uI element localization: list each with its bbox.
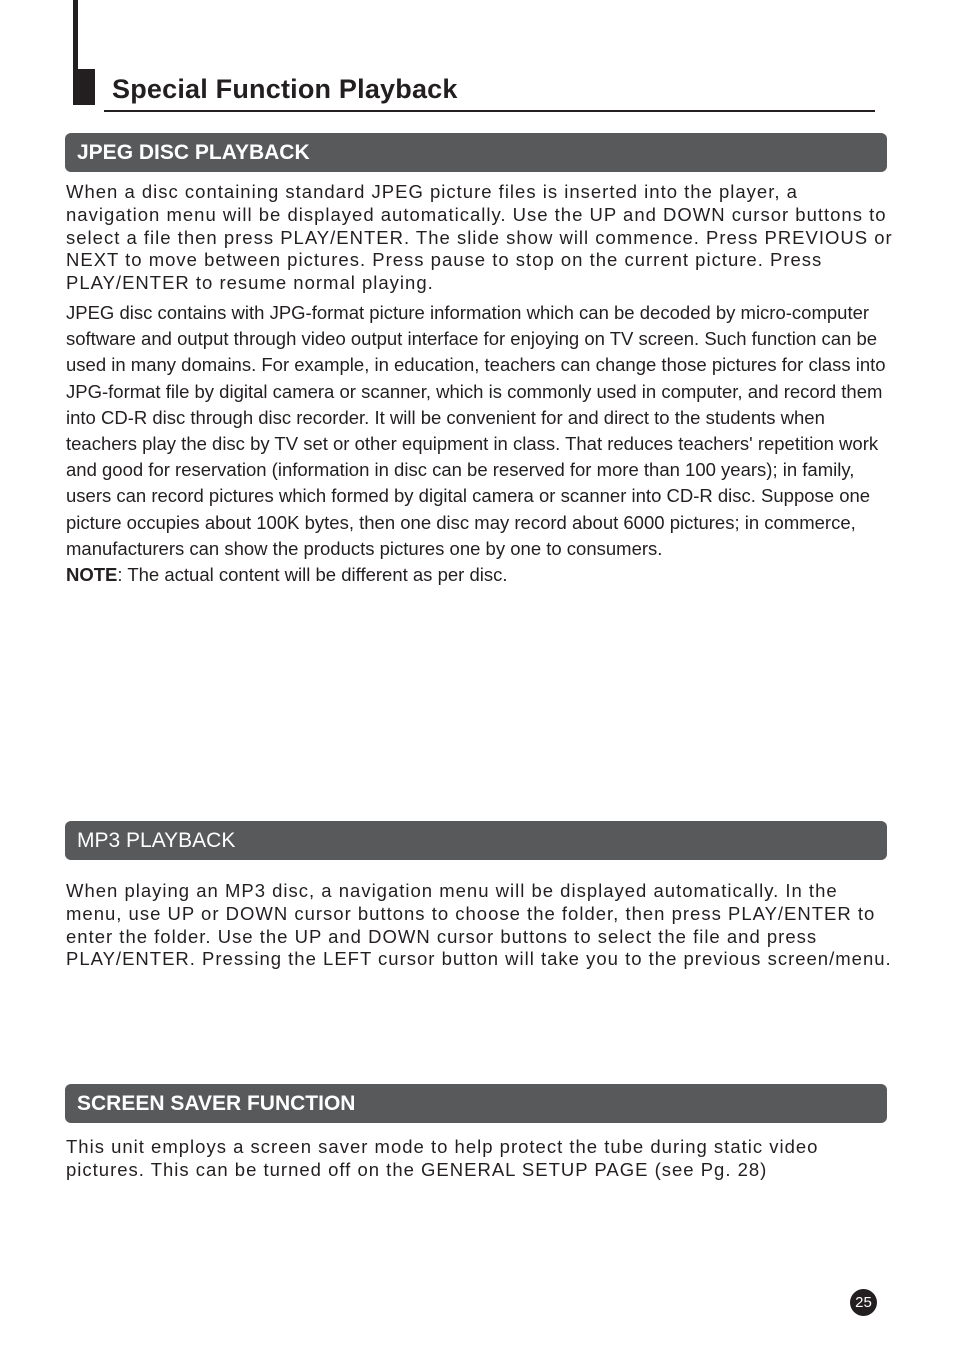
note-text: : The actual content will be different as per disc. <box>117 564 508 586</box>
screen-saver-section-title: SCREEN SAVER FUNCTION <box>77 1091 356 1115</box>
screen-saver-section-header <box>65 1084 887 1123</box>
mp3-instructions: When playing an MP3 disc, a navigation menu will be displayed automatically. In the menu, use UP or DOWN cursor buttons to choose the folder, then press PLAY/ENTER to enter the folder. Use the UP and DOWN cursor buttons to select the file and press PLAY/ENTER. Pressing the LEFT cursor button will take you to the previous screen/menu. <box>66 880 892 970</box>
decorative-title-block <box>73 69 95 105</box>
page-title: Special Function Playback <box>112 74 458 104</box>
jpeg-section-title: JPEG DISC PLAYBACK <box>77 140 310 164</box>
title-underline <box>104 110 875 112</box>
jpeg-description-text: JPEG disc contains with JPG-format picture information which can be decoded by micro-computer software and output through video output interface for enjoying on TV screen. Such function can be used in many domains. For example, in education, teachers can change those pictures for class into JPG-format file by digital camera or scanner, which is commonly used in computer, and record them into CD-R disc through disc recorder. It will be convenient for and direct to the students when teachers play the disc by TV set or other equipment in class. That reduces teachers' repetition work and good for reservation (information in disc can be reserved for more than 100 years); in family, users can record pictures which formed by digital camera or scanner into CD-R disc. Suppose one picture occupies about 100K bytes, then one disc may record about 6000 pictures; in commerce, manufacturers can show the products pictures one by one to consumers. <box>66 302 886 559</box>
jpeg-instructions: When a disc containing standard JPEG picture files is inserted into the player, a navigation menu will be displayed automatically. Use the UP and DOWN cursor buttons to select a file then press PLAY/ENTER. The slide show will commence. Press PREVIOUS or NEXT to move between pictures. Press pause to stop on the current picture. Press PLAY/ENTER to resume normal playing. <box>66 181 893 294</box>
jpeg-description <box>66 300 896 588</box>
jpeg-note <box>66 562 896 588</box>
screen-saver-text: This unit employs a screen saver mode to help protect the tube during static video pictures. This can be turned off on the GENERAL SETUP PAGE (see Pg. 28) <box>66 1136 819 1180</box>
mp3-section-title: MP3 PLAYBACK <box>77 828 236 852</box>
page-number: 25 <box>855 1294 872 1311</box>
note-label: NOTE <box>66 564 118 586</box>
jpeg-section-header <box>65 133 887 172</box>
mp3-section-header <box>65 821 887 860</box>
page-number-badge <box>850 1289 877 1316</box>
